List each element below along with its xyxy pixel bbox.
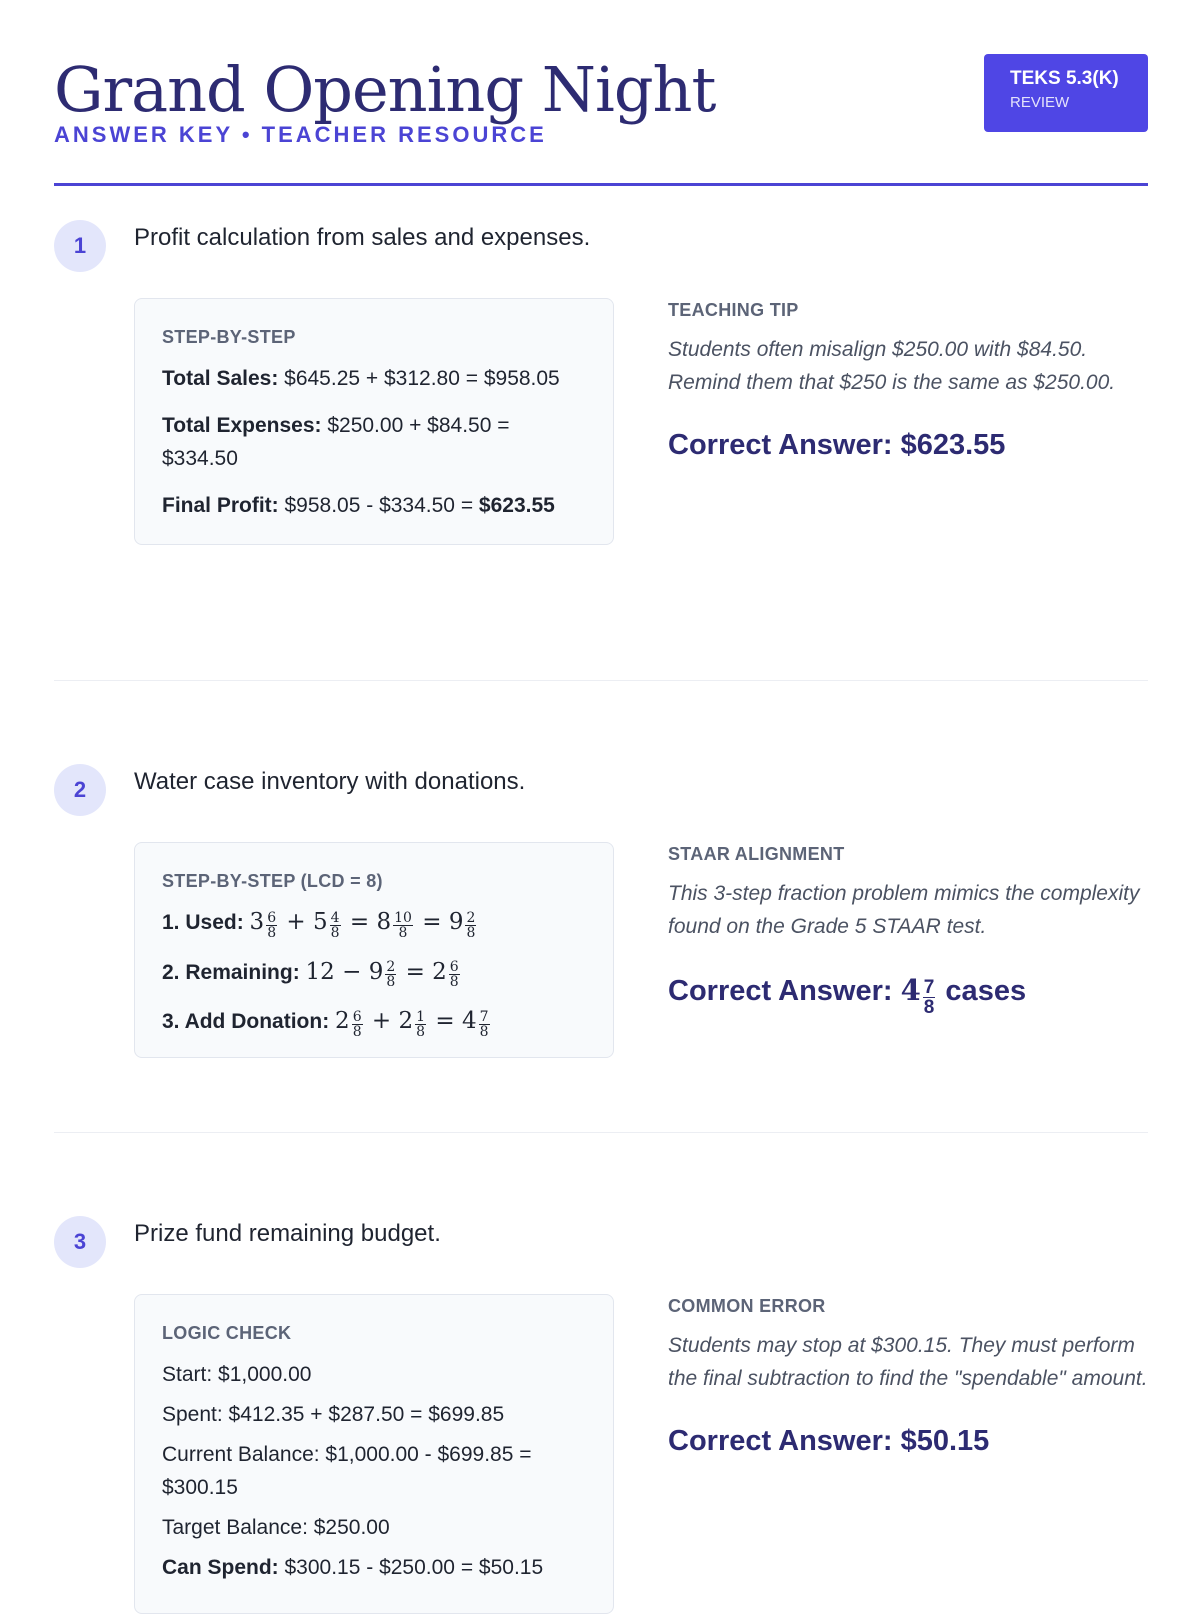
work-box-label: LOGIC CHECK xyxy=(162,1323,292,1343)
side-panel-label: COMMON ERROR xyxy=(668,1296,826,1316)
work-box xyxy=(134,842,614,1058)
correct-answer-prefix: Correct Answer: xyxy=(668,975,901,1007)
step-add-donation xyxy=(162,1005,587,1039)
common-error-text: Students may stop at $300.15. They must perform the final subtraction to find the "spendable" amount. xyxy=(668,1334,1148,1390)
total-expenses-label: Total Expenses: xyxy=(162,414,322,437)
spent-line: Spent: $412.35 + $287.50 = $699.85 xyxy=(162,1403,505,1426)
total-expenses-expression: $250.00 + $84.50 = $334.50 xyxy=(162,414,510,470)
step-remaining-label: 2. Remaining: xyxy=(162,960,300,984)
step-used-label: 1. Used: xyxy=(162,911,244,934)
side-panel xyxy=(668,300,1148,462)
answer-key-page xyxy=(54,0,1148,1579)
question-text: Prize fund remaining budget. xyxy=(134,1220,441,1247)
teaching-tip-text: Students often misalign $250.00 with $84.50. Remind them that $250 is the same as $250.00. xyxy=(668,338,1116,394)
current-balance-line: Current Balance: $1,000.00 - $699.85 = $300.15 xyxy=(162,1443,532,1499)
step-add-donation-math: 2 $\frac{6}{8}$ + 2 $\frac{1}{8}$ = 4 $\frac{7}{8}$ xyxy=(335,1008,489,1041)
total-sales-label: Total Sales: xyxy=(162,367,279,390)
can-spend-label: Can Spend: xyxy=(162,1556,279,1579)
step-used-math: 3 $\frac{6}{8}$ + 5 $\frac{4}{8}$ = 8 $\frac{10}{8}$ = 9 $\frac{2}{8}$ xyxy=(249,909,476,941)
step-used xyxy=(162,906,587,940)
can-spend-line xyxy=(162,1551,587,1584)
question-number: 2 xyxy=(54,764,106,816)
question-text: Profit calculation from sales and expenses. xyxy=(134,224,591,251)
work-box xyxy=(134,298,614,545)
side-panel-label: TEACHING TIP xyxy=(668,300,799,320)
staar-alignment-text: This 3-step fraction problem mimics the complexity found on the Grade 5 STAAR test. xyxy=(668,882,1140,938)
page-title: Grand Opening Night xyxy=(54,53,716,126)
correct-answer-whole: 4 xyxy=(900,973,921,1007)
final-profit-line xyxy=(162,489,587,522)
section-divider xyxy=(54,1132,1148,1133)
step-remaining xyxy=(162,956,587,990)
teks-badge xyxy=(984,54,1148,132)
correct-answer-numerator: 7 xyxy=(923,977,935,999)
correct-answer-denominator: 8 xyxy=(923,997,935,1019)
correct-answer xyxy=(668,973,1148,1017)
correct-answer: Correct Answer: $623.55 xyxy=(668,429,1006,461)
question-number: 1 xyxy=(54,220,106,272)
step-add-donation-label: 3. Add Donation: xyxy=(162,1010,330,1034)
start-line: Start: $1,000.00 xyxy=(162,1363,312,1386)
correct-answer-suffix: cases xyxy=(937,975,1027,1007)
total-expenses-line xyxy=(162,409,587,475)
correct-answer-fraction xyxy=(923,978,936,1017)
question-text: Water case inventory with donations. xyxy=(134,768,526,795)
section-divider xyxy=(54,680,1148,681)
work-box-label: STEP-BY-STEP (LCD = 8) xyxy=(162,871,383,891)
can-spend-expression: $300.15 - $250.00 = $50.15 xyxy=(278,1556,544,1579)
step-remaining-math: 12 − 9 $\frac{2}{8}$ = 2 $\frac{6}{8}$ xyxy=(305,958,459,991)
total-sales-line xyxy=(162,362,587,395)
final-profit-label: Final Profit: xyxy=(162,494,279,517)
question-number: 3 xyxy=(54,1216,106,1268)
total-sales-expression: $645.25 + $312.80 = $958.05 xyxy=(278,367,560,390)
side-panel xyxy=(668,844,1148,1017)
work-box-label: STEP-BY-STEP xyxy=(162,327,296,347)
target-balance-line: Target Balance: $250.00 xyxy=(162,1516,390,1539)
side-panel xyxy=(668,1296,1148,1458)
correct-answer: Correct Answer: $50.15 xyxy=(668,1425,990,1457)
final-profit-expression: $958.05 - $334.50 = xyxy=(278,494,479,517)
side-panel-label: STAAR ALIGNMENT xyxy=(668,844,845,864)
page-header xyxy=(54,0,1148,186)
final-profit-result: $623.55 xyxy=(478,494,555,517)
badge-standard: TEKS 5.3(K) xyxy=(1010,68,1119,89)
work-box xyxy=(134,1294,614,1614)
page-subtitle: ANSWER KEY • TEACHER RESOURCE xyxy=(54,122,547,147)
badge-label: REVIEW xyxy=(1010,94,1070,111)
